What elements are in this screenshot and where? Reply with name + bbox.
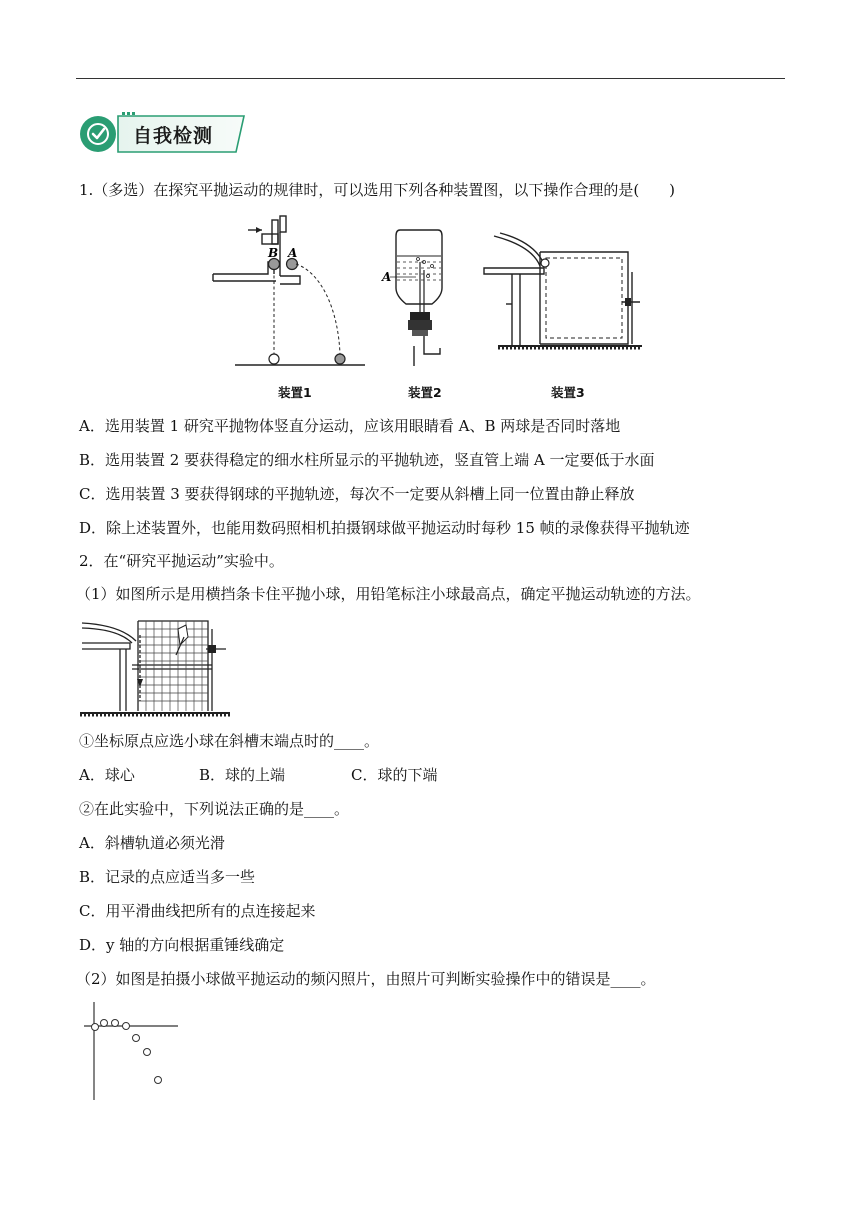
apparatus-1-figure	[210, 212, 370, 372]
sub1-option-c: C．球的下端	[351, 766, 438, 784]
caption-apparatus-3: 装置3	[551, 385, 585, 400]
q2-sub1: ①坐标原点应选小球在斜槽末端点时的____。	[79, 732, 380, 750]
strobe-photo-figure	[84, 1000, 184, 1104]
label-A: A	[288, 246, 298, 260]
q2-sub2: ②在此实验中，下列说法正确的是____。	[79, 800, 350, 818]
sub2-option-d: D．y 轴的方向根据重锤线确定	[79, 936, 285, 954]
apparatus-3-figure	[484, 232, 644, 356]
q2-sub1-options	[79, 765, 437, 785]
apparatus-2-figure	[380, 226, 460, 376]
grid-board-figure	[80, 615, 230, 717]
q1-option-a: A．选用装置 1 研究平抛物体竖直分运动，应该用眼睛看 A、B 两球是否同时落地	[79, 417, 621, 435]
sub1-option-b: B．球的上端	[199, 766, 286, 784]
q2-part2: （2）如图是拍摄小球做平抛运动的频闪照片，由照片可判断实验操作中的错误是____。	[76, 970, 656, 988]
label-B: B	[268, 246, 279, 260]
q2-stem: 2．在“研究平抛运动”实验中。	[79, 552, 284, 570]
q1-stem: 1.（多选）在探究平抛运动的规律时，可以选用下列各种装置图，以下操作合理的是( )	[79, 181, 676, 199]
label-A-apparatus-2: A	[382, 270, 392, 284]
q1-option-c: C．选用装置 3 要获得钢球的平抛轨迹，每次不一定要从斜槽上同一位置由静止释放	[79, 485, 635, 503]
sub1-option-a: A．球心	[79, 766, 135, 784]
q1-option-b: B．选用装置 2 要获得稳定的细水柱所显示的平抛轨迹，竖直管上端 A 一定要低于水面	[79, 451, 655, 469]
header-rule	[76, 78, 785, 79]
sub2-option-c: C．用平滑曲线把所有的点连接起来	[79, 902, 316, 920]
sub2-option-a: A．斜槽轨道必须光滑	[79, 834, 225, 852]
q1-option-d: D．除上述装置外，也能用数码照相机拍摄钢球做平抛运动时每秒 15 帧的录像获得平抛轨迹	[79, 519, 690, 537]
q2-part1: （1）如图所示是用横挡条卡住平抛小球，用铅笔标注小球最高点，确定平抛运动轨迹的方法。	[76, 585, 701, 603]
caption-apparatus-2: 装置2	[408, 385, 442, 400]
section-title: 自我检测	[133, 125, 214, 147]
caption-apparatus-1: 装置1	[278, 385, 312, 400]
sub2-option-b: B．记录的点应适当多一些	[79, 868, 256, 886]
